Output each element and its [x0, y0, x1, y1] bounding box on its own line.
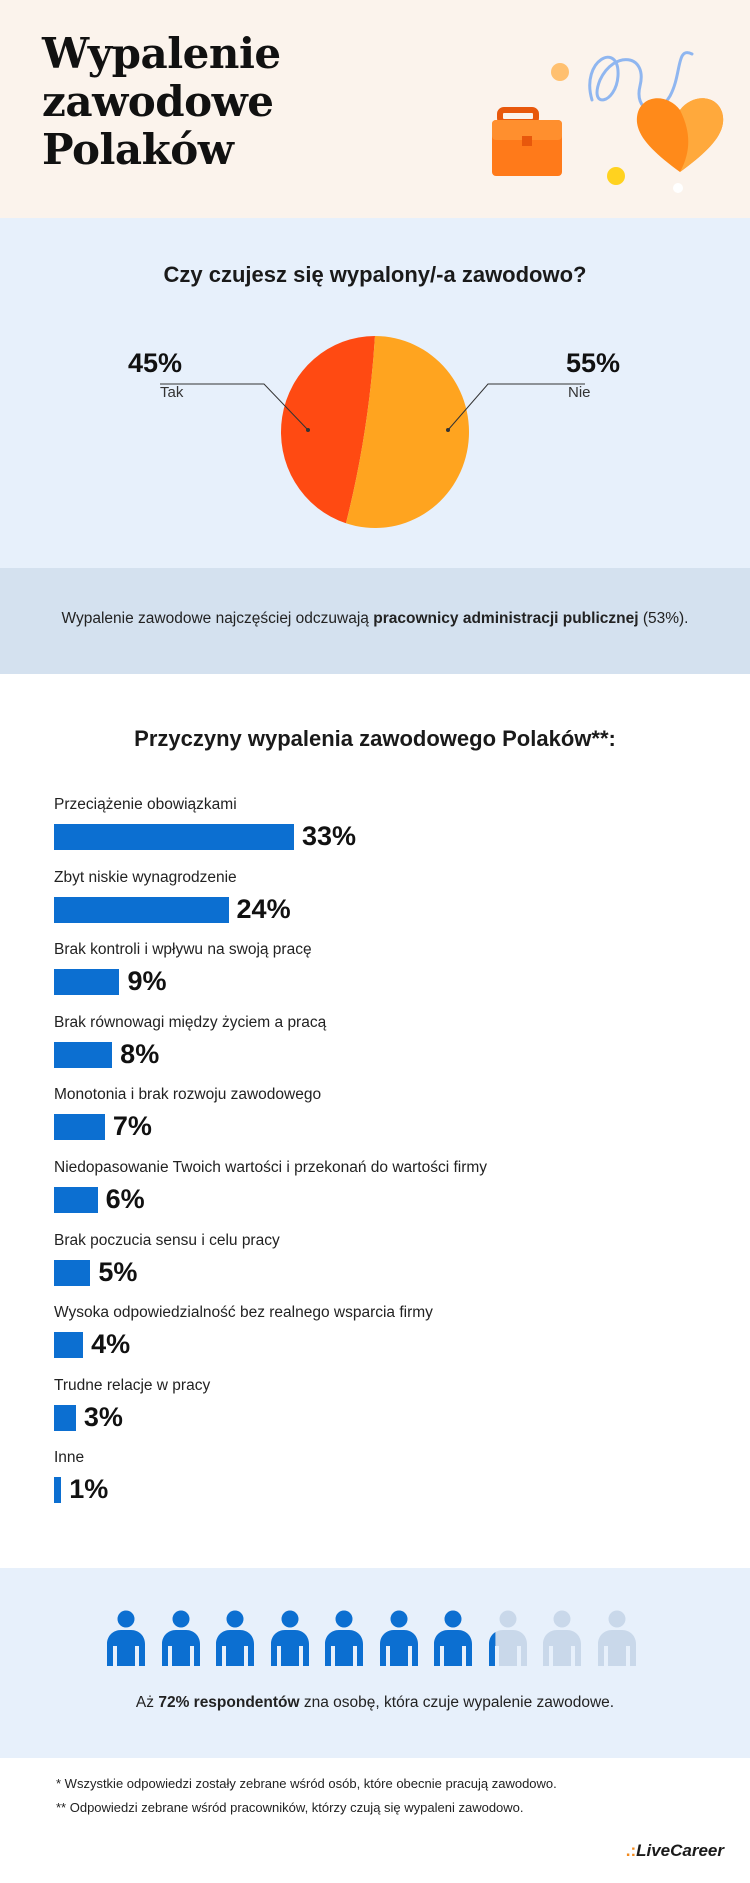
bar-category-label: Brak poczucia sensu i celu pracy	[54, 1231, 280, 1249]
person-icon	[487, 1610, 529, 1666]
bar-value-label: 3%	[83, 1401, 123, 1432]
bar-value-label: 4%	[91, 1329, 131, 1360]
bar	[54, 897, 229, 923]
bar-row	[54, 1377, 734, 1437]
bar-value-label: 8%	[120, 1038, 160, 1069]
bar-row	[54, 869, 734, 929]
leader-dot-tak	[306, 428, 310, 432]
person-icon	[105, 1610, 147, 1666]
bar	[54, 1477, 61, 1503]
people-pictogram	[105, 1610, 650, 1670]
bar-chart-section	[0, 674, 750, 1568]
bar-row	[54, 796, 734, 856]
bar	[54, 1187, 98, 1213]
bar	[54, 1042, 112, 1068]
page-title-line1: Wypalenie zawodowe	[42, 29, 281, 126]
bar-value-label: 33%	[302, 821, 357, 851]
pie-chart-section	[0, 218, 750, 568]
bar-row	[54, 1304, 734, 1364]
bar-track	[54, 1474, 594, 1507]
person-icon	[323, 1610, 365, 1666]
header-banner	[0, 0, 750, 218]
info-text-prefix: Wypalenie zawodowe najczęściej odczuwają	[61, 610, 374, 627]
bar	[54, 824, 294, 850]
bar-value-label: 1%	[69, 1474, 109, 1505]
bar	[54, 1260, 90, 1286]
bar-category-label: Inne	[54, 1449, 85, 1467]
footnote-1: * Wszystkie odpowiedzi zostały zebrane wśród osób, które obecnie pracują zawodowo.	[56, 1776, 557, 1791]
pictogram-caption	[0, 1694, 750, 1712]
person-icon	[541, 1610, 583, 1666]
briefcase-icon	[492, 110, 562, 176]
bar	[54, 969, 119, 995]
person-icon	[214, 1610, 256, 1666]
person-icon	[269, 1610, 311, 1666]
bar-track	[54, 893, 594, 927]
pie-label-tak: Tak	[160, 384, 184, 401]
bar-value-label: 7%	[112, 1111, 152, 1142]
pie-chart-title: Czy czujesz się wypalony/-a zawodowo?	[163, 262, 587, 287]
bar-category-label: Brak równowagi między życiem a pracą	[54, 1013, 327, 1031]
bar-row	[54, 1449, 734, 1509]
bar-category-label: Niedopasowanie Twoich wartości i przekonań do wartości firmy	[54, 1159, 488, 1176]
bar-row	[54, 1232, 734, 1292]
bar-category-label: Zbyt niskie wynagrodzenie	[54, 868, 237, 886]
info-band	[0, 568, 750, 674]
bar-track	[54, 1329, 594, 1362]
bar-track	[54, 1111, 594, 1144]
pictogram-caption-suffix: zna osobę, która czuje wypalenie zawodowe.	[299, 1694, 615, 1711]
bar-chart-title: Przyczyny wypalenia zawodowego Polaków**:	[134, 726, 616, 751]
pie-value-nie: 55%	[566, 348, 621, 378]
pie-chart	[0, 218, 750, 568]
bar-value-label: 6%	[105, 1184, 145, 1214]
pictogram-caption-bold: 72% respondentów	[158, 1694, 300, 1711]
bar-row	[54, 1014, 734, 1074]
decor-dot-yellow	[607, 167, 625, 185]
info-text-bold: pracownicy administracji publicznej	[373, 610, 639, 627]
heart-icon	[637, 98, 723, 172]
bar	[54, 1405, 76, 1431]
brand-logo-dots: .:	[625, 1841, 637, 1860]
bar	[54, 1114, 105, 1140]
bar-value-label: 9%	[127, 966, 167, 997]
bar-category-label: Przeciążenie obowiązkami	[54, 796, 237, 813]
bar	[54, 1332, 83, 1358]
footnote-2: ** Odpowiedzi zebrane wśród pracowników, którzy czują się wypaleni zawodowo.	[56, 1800, 524, 1815]
bar-category-label: Monotonia i brak rozwoju zawodowego	[54, 1086, 322, 1104]
footnotes	[0, 1758, 750, 1883]
bar-row	[54, 1086, 734, 1146]
bar-category-label: Wysoka odpowiedzialność bez realnego wsparcia firmy	[54, 1304, 433, 1322]
bar-value-label: 24%	[236, 893, 291, 924]
pictogram-caption-prefix: Aż	[135, 1694, 159, 1711]
person-icon	[378, 1610, 420, 1666]
bar-track	[54, 1184, 594, 1217]
person-icon	[596, 1610, 638, 1666]
decor-dot-white	[673, 183, 683, 193]
bar-value-label: 5%	[98, 1256, 138, 1287]
bar-row	[54, 1159, 734, 1219]
bar-track	[54, 1401, 594, 1435]
brand-logo	[626, 1841, 724, 1861]
info-text	[0, 610, 750, 628]
header-illustration	[480, 40, 740, 210]
bar-track	[54, 821, 594, 854]
pie-value-tak: 45%	[128, 348, 183, 378]
bar-category-label: Brak kontroli i wpływu na swoją pracę	[54, 941, 312, 959]
bar-track	[54, 1256, 594, 1290]
person-icon	[432, 1610, 474, 1666]
decor-dot-orange	[551, 63, 569, 81]
pie-label-nie: Nie	[568, 384, 591, 401]
decor-squiggle	[590, 53, 692, 110]
page-title-line2: Polaków	[42, 125, 234, 174]
pictogram-section	[0, 1568, 750, 1758]
page-title	[42, 30, 502, 174]
bar-category-label: Trudne relacje w pracy	[54, 1376, 211, 1394]
bar-track	[54, 966, 594, 999]
info-text-suffix: (53%).	[638, 610, 689, 627]
leader-dot-nie	[446, 428, 450, 432]
bar-row	[54, 941, 734, 1001]
brand-logo-text: LiveCareer	[636, 1841, 724, 1860]
person-icon	[160, 1610, 202, 1666]
bar-track	[54, 1038, 594, 1072]
